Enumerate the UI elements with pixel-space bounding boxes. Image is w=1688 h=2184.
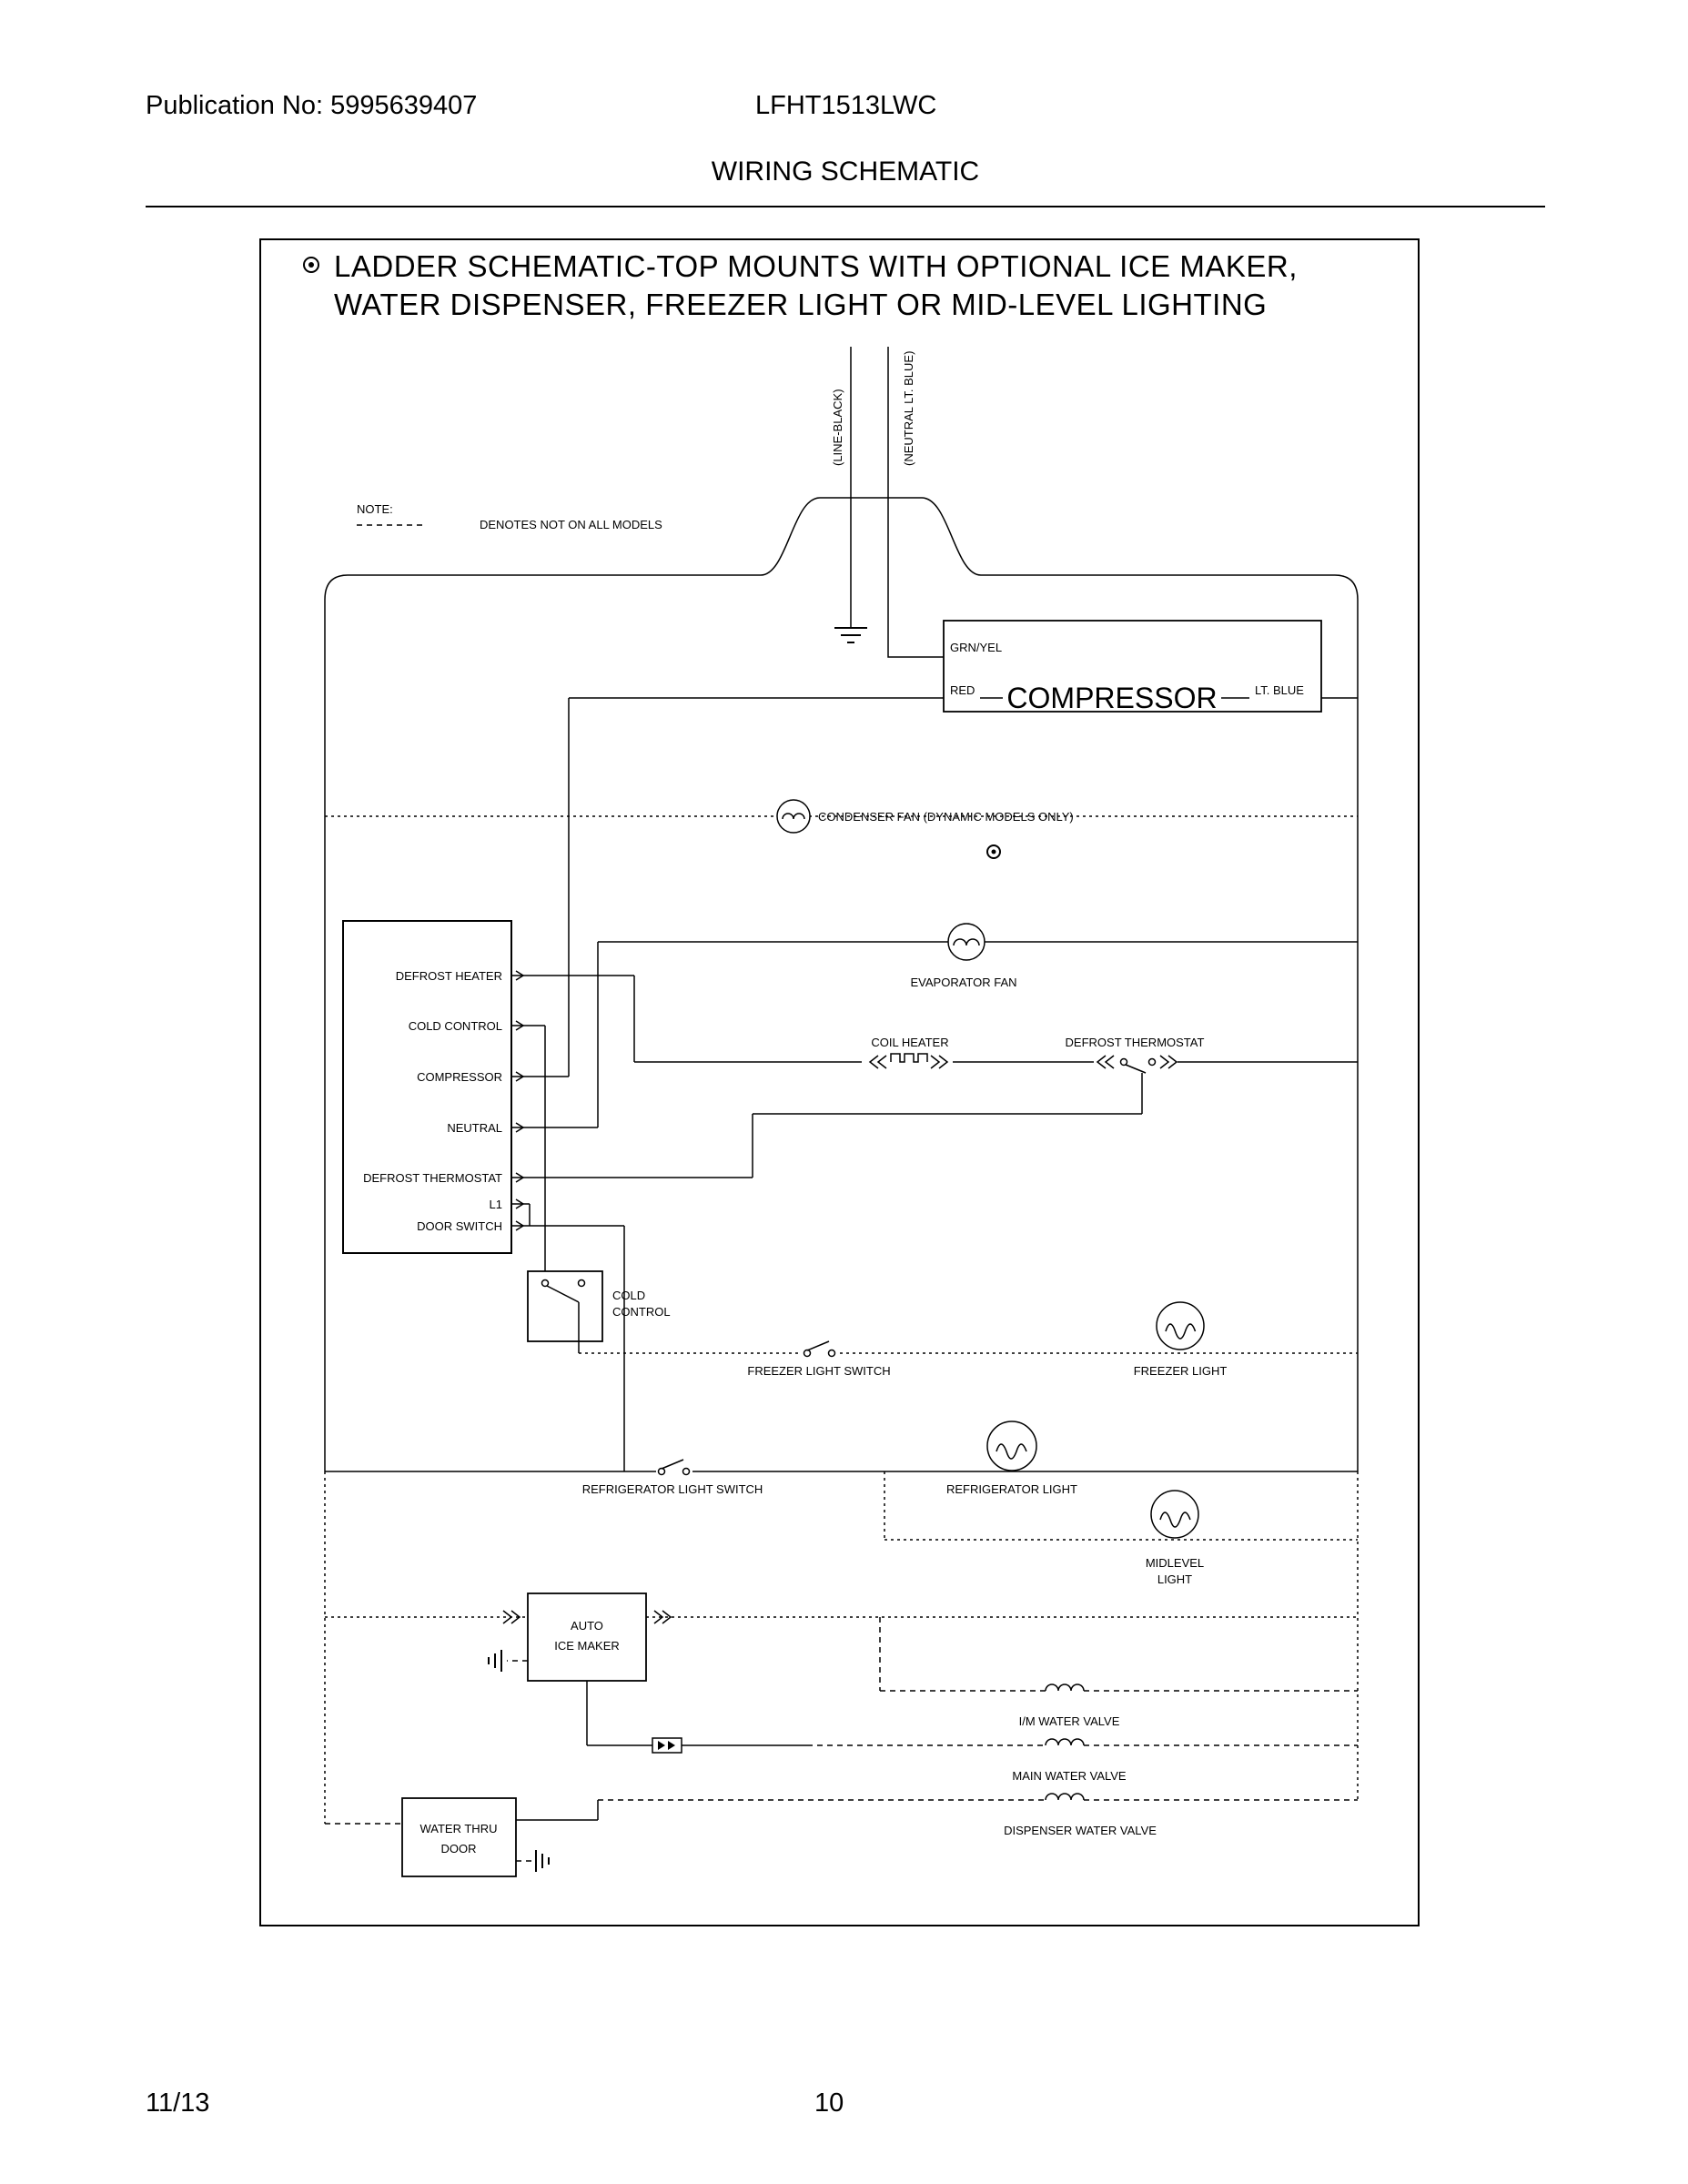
terminal-wires xyxy=(511,698,624,1471)
neutral-wire xyxy=(888,347,944,657)
terminal-defrost-thermostat: DEFROST THERMOSTAT xyxy=(363,1171,502,1185)
publication-number: Publication No: 5995639407 xyxy=(146,91,478,120)
grnyel-label: GRN/YEL xyxy=(950,641,1003,654)
footer-page-number: 10 xyxy=(814,2088,844,2118)
heading-line-2: WATER DISPENSER, FREEZER LIGHT OR MID-LEVEL LIGHTING xyxy=(334,288,1268,321)
freezer-light-circuit xyxy=(579,1302,1358,1378)
cold-control-label-1: COLD xyxy=(612,1289,646,1302)
water-thru-door-label-1: WATER THRU xyxy=(419,1822,498,1835)
defrost-circuit xyxy=(511,976,1358,1178)
lt-blue-label: LT. BLUE xyxy=(1255,683,1304,697)
supply-lines xyxy=(831,347,944,657)
line-black-label: (LINE-BLACK) xyxy=(831,389,844,466)
terminal-compressor: COMPRESSOR xyxy=(417,1070,502,1084)
footer-date: 11/13 xyxy=(146,2088,210,2118)
condenser-fan-circuit xyxy=(325,800,1358,858)
evaporator-fan-label: EVAPORATOR FAN xyxy=(910,976,1017,989)
compressor-circuit xyxy=(569,621,1358,714)
terminal-door-switch: DOOR SWITCH xyxy=(417,1219,502,1233)
dispenser-water-valve-icon xyxy=(1046,1794,1084,1800)
ice-maker-label-2: ICE MAKER xyxy=(554,1639,620,1653)
coil-heater-label: COIL HEATER xyxy=(871,1036,949,1049)
ground-icon xyxy=(834,628,867,642)
im-water-valve-icon xyxy=(1046,1684,1084,1691)
evaporator-fan-icon xyxy=(948,924,985,960)
midlevel-light-icon xyxy=(1151,1491,1198,1538)
refrigerator-light-switch-label: REFRIGERATOR LIGHT SWITCH xyxy=(581,1482,763,1496)
cold-control-label-2: CONTROL xyxy=(612,1305,671,1319)
ice-maker-circuit xyxy=(325,1593,1358,1681)
defrost-thermostat-label: DEFROST THERMOSTAT xyxy=(1065,1036,1205,1049)
evaporator-fan-circuit xyxy=(598,924,1358,989)
terminal-defrost-heater: DEFROST HEATER xyxy=(395,969,502,983)
wiring-schematic xyxy=(261,240,1418,1925)
ladder-top-boundary xyxy=(325,498,1358,600)
schematic-frame xyxy=(259,238,1420,1926)
schematic-heading xyxy=(304,249,1298,321)
terminal-connector-icons xyxy=(516,971,523,1230)
midlevel-light-label-2: LIGHT xyxy=(1157,1572,1193,1586)
cold-control-circuit xyxy=(528,1271,671,1353)
thermostat-return-wire xyxy=(511,1073,1142,1178)
freezer-light-label: FREEZER LIGHT xyxy=(1133,1364,1228,1378)
page-title: WIRING SCHEMATIC xyxy=(711,157,980,187)
refrigerator-light-label: REFRIGERATOR LIGHT xyxy=(946,1482,1077,1496)
title-divider xyxy=(146,206,1545,207)
note-legend xyxy=(357,502,662,531)
ice-maker-box xyxy=(528,1593,646,1681)
dispenser-water-valve-label: DISPENSER WATER VALVE xyxy=(1004,1824,1157,1837)
midlevel-light-label-1: MIDLEVEL xyxy=(1145,1556,1205,1570)
terminal-cold-control: COLD CONTROL xyxy=(408,1019,502,1033)
refrigerator-light-icon xyxy=(987,1421,1036,1471)
ice-maker-label-1: AUTO xyxy=(571,1619,603,1633)
terminal-block xyxy=(343,698,624,1471)
note-label: NOTE: xyxy=(357,502,393,516)
refrigerator-light-circuit xyxy=(325,1421,1358,1496)
condenser-fan-label: CONDENSER FAN (DYNAMIC MODELS ONLY) xyxy=(818,810,1074,824)
freezer-light-switch-label: FREEZER LIGHT SWITCH xyxy=(747,1364,891,1378)
water-thru-door-circuit xyxy=(325,1798,549,1876)
neutral-label: (NEUTRAL LT. BLUE) xyxy=(902,350,915,466)
terminal-l1: L1 xyxy=(489,1198,502,1211)
ground-icon xyxy=(536,1850,549,1872)
model-number: LFHT1513LWC xyxy=(755,91,937,120)
note-text: DENOTES NOT ON ALL MODELS xyxy=(480,518,662,531)
thermostat-contact xyxy=(1149,1059,1156,1066)
freezer-light-icon xyxy=(1157,1302,1204,1350)
red-label: RED xyxy=(950,683,975,697)
heading-line-1: LADDER SCHEMATIC-TOP MOUNTS WITH OPTIONAL ICE MAKER, xyxy=(334,249,1298,283)
main-water-valve-label: MAIN WATER VALVE xyxy=(1012,1769,1127,1783)
water-thru-door-label-2: DOOR xyxy=(440,1842,477,1855)
plug-connector-icon xyxy=(652,1738,682,1753)
ground-icon xyxy=(489,1650,501,1672)
terminal-neutral: NEUTRAL xyxy=(447,1121,502,1135)
compressor-label: COMPRESSOR xyxy=(1006,682,1218,714)
connector-icon xyxy=(654,1611,671,1623)
water-thru-door-box xyxy=(402,1798,516,1876)
im-water-valve-label: I/M WATER VALVE xyxy=(1018,1714,1120,1728)
main-water-valve-icon xyxy=(1046,1739,1084,1745)
cold-control-box xyxy=(528,1271,602,1341)
